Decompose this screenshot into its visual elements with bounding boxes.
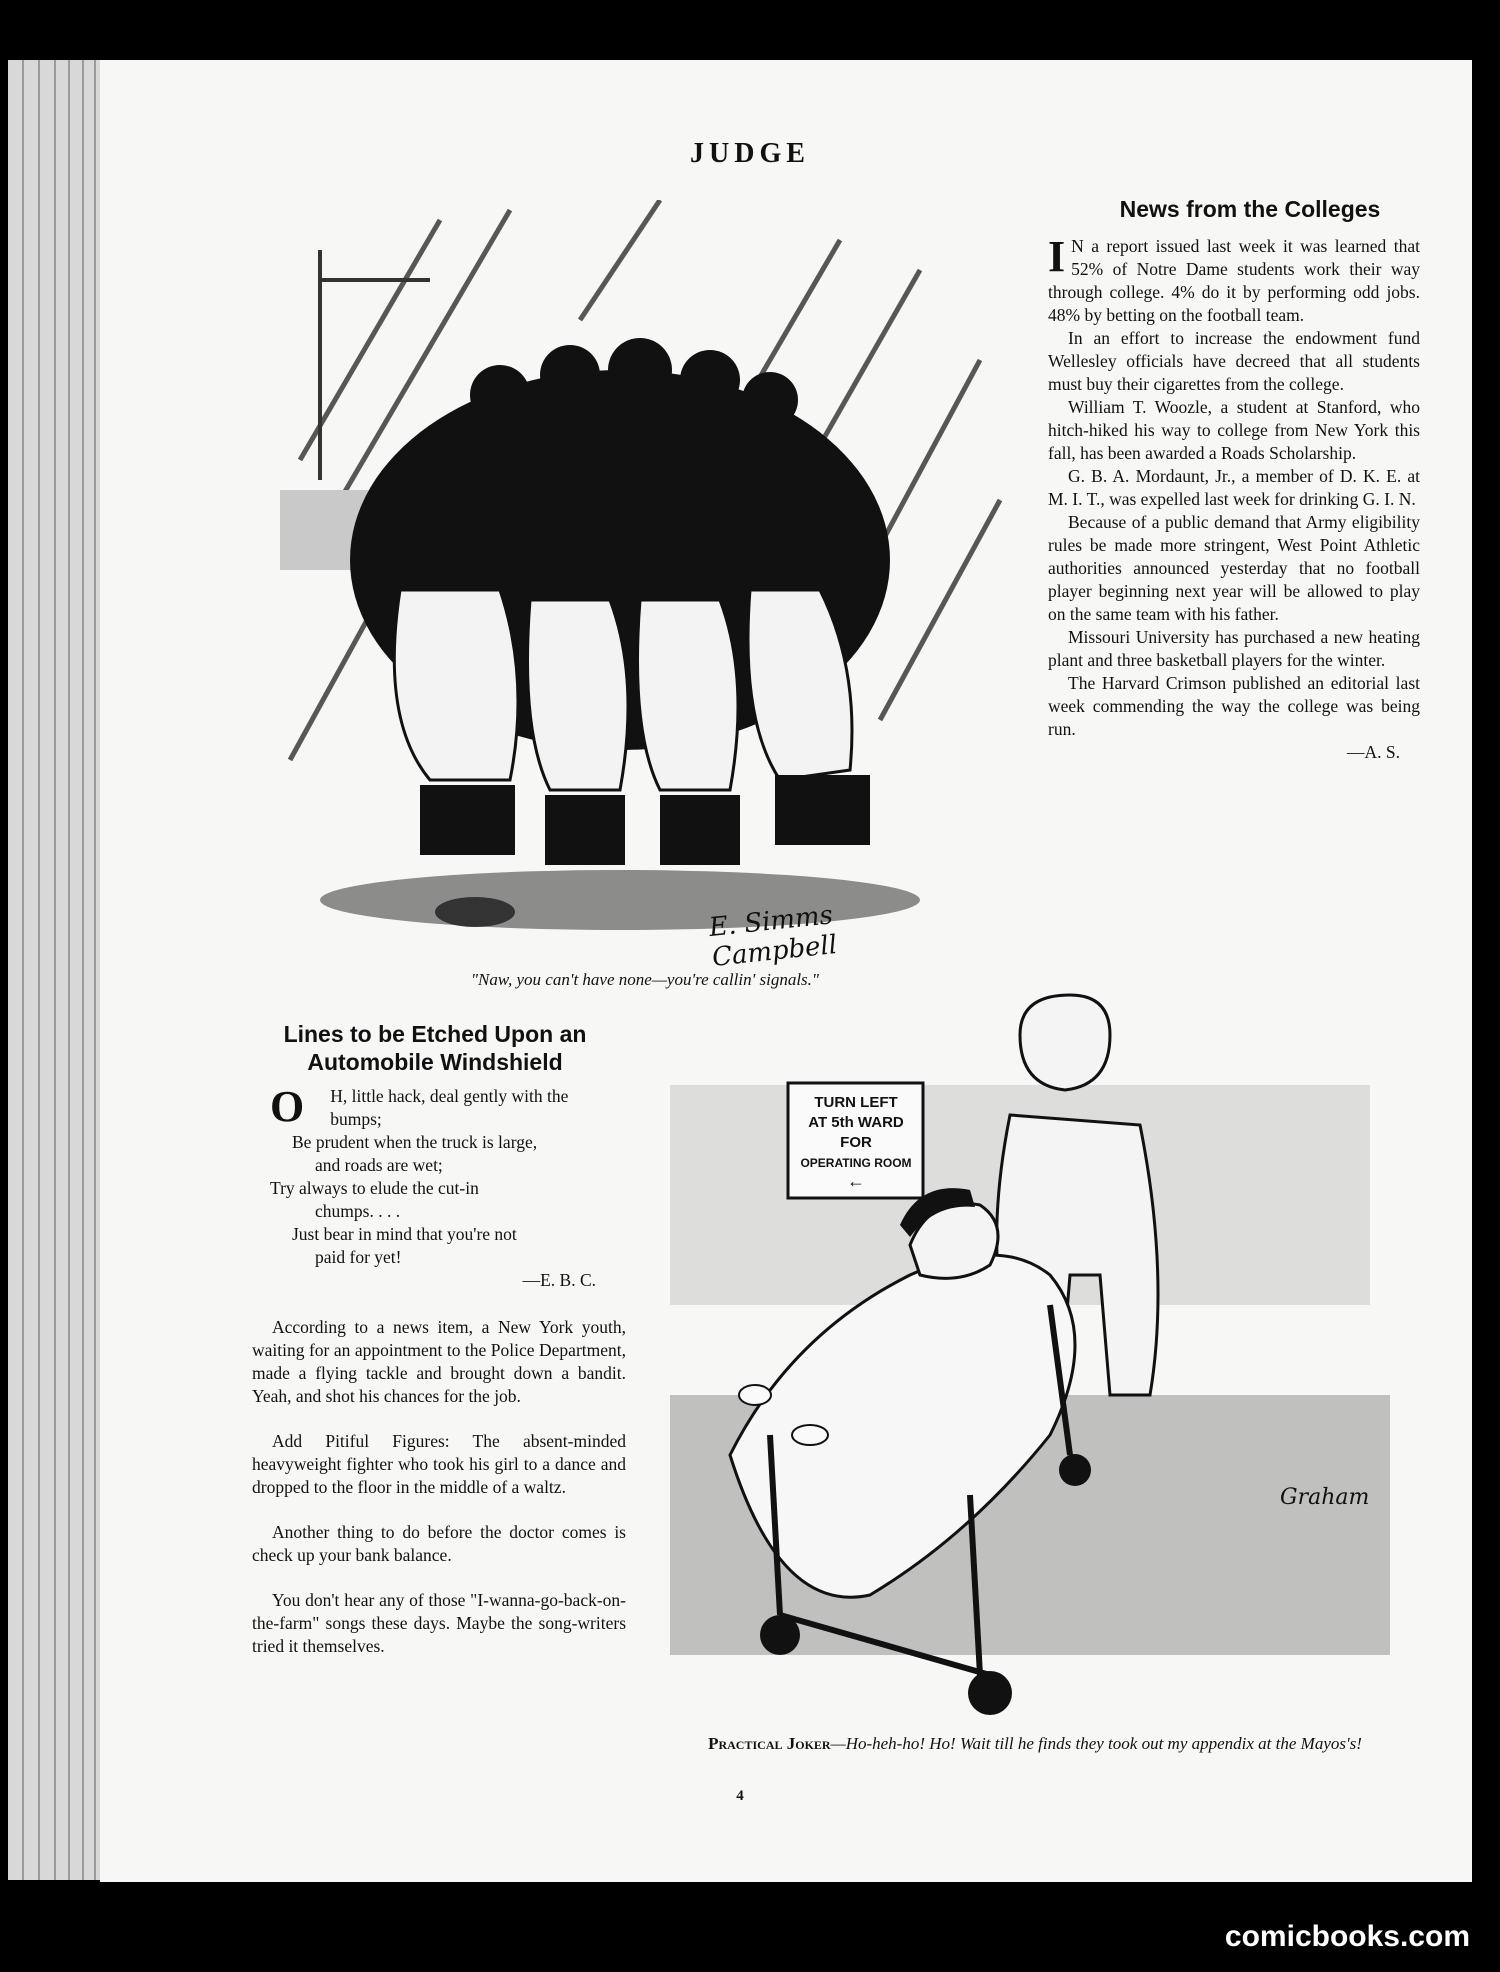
huddle-caption: "Naw, you can't have none—you're callin' signals.": [470, 970, 820, 989]
news-signature: —A. S.: [1347, 742, 1400, 762]
artist-signature-graham: Graham: [1280, 1485, 1370, 1510]
page-number: 4: [736, 1788, 744, 1804]
poem-title-line: Automobile Windshield: [307, 1049, 563, 1075]
drop-cap: I: [1048, 232, 1066, 281]
poem-line: Be prudent when the truck is large,: [292, 1132, 538, 1152]
drop-cap: O: [270, 1082, 305, 1131]
poem-line: and roads are wet;: [315, 1155, 443, 1175]
gurney-caption: [690, 1732, 1380, 1755]
hospital-gurney-illustration: [670, 975, 1390, 1730]
sign-line: FOR: [840, 1134, 872, 1151]
sign-line: TURN LEFT: [814, 1094, 898, 1111]
page-title: JUDGE: [690, 138, 810, 169]
sign-line: AT 5th WARD: [808, 1114, 904, 1131]
poem-line: O H, little hack, deal gently with the: [250, 1085, 626, 1108]
short-item: You don't hear any of those "I-wanna-go-back-on-the-farm" songs these days. Maybe the song-writers tried it themselves.: [252, 1590, 626, 1656]
news-paragraph: Missouri University has purchased a new heating plant and three basketball players for the winter.: [1048, 627, 1420, 670]
news-paragraph: Because of a public demand that Army eligibility rules be made more stringent, West Point Athletic authorities announced yesterday that no football player beginning next year will be allowed to play on the same team with his father.: [1048, 512, 1420, 624]
short-item: Add Pitiful Figures: The absent-minded heavyweight fighter who took his girl to a dance and dropped to the floor in the middle of a waltz.: [252, 1431, 626, 1497]
caption-text: —Ho-heh-ho! Ho! Wait till he finds they took out my appendix at the Mayos's!: [830, 1734, 1362, 1753]
news-paragraph: William T. Woozle, a student at Stanford, who hitch-hiked his way to college from New York this fall, has been awarded a Roads Scholarship.: [1048, 397, 1420, 463]
news-paragraph: The Harvard Crimson published an editorial last week commending the way the college was being run.: [1048, 673, 1420, 739]
huddle-cartoon: [280, 200, 1010, 973]
poem-body: [250, 1082, 626, 1292]
poem-line: Try always to elude the cut-in: [270, 1178, 479, 1198]
poem-title-line: Lines to be Etched Upon an: [283, 1021, 587, 1047]
arrow-left-icon: ←: [847, 1171, 865, 1191]
caption-label: Practical Joker: [708, 1734, 831, 1753]
poem-line: Just bear in mind that you're not: [292, 1224, 517, 1244]
poem-signature: —E. B. C.: [522, 1270, 596, 1290]
items-column: [252, 1316, 626, 1658]
news-paragraph: I N a report issued last week it was learned that 52% of Notre Dame students work their way through college. 4% do it by performing odd jobs. 48% by betting on the football team.: [1048, 232, 1420, 325]
site-watermark: comicbooks.com: [1224, 1920, 1470, 1953]
poem-line: bumps;: [330, 1109, 382, 1129]
news-title: News from the Colleges: [1119, 196, 1381, 222]
poem-line: paid for yet!: [315, 1247, 402, 1267]
football-huddle-illustration: [280, 200, 1010, 960]
news-paragraph: G. B. A. Mordaunt, Jr., a member of D. K. E. at M. I. T., was expelled last week for drinking G. I. N.: [1048, 466, 1420, 509]
news-paragraph: In an effort to increase the endowment fund Wellesley officials have decreed that all students must buy their cigarettes from the college.: [1048, 328, 1420, 394]
short-item: According to a news item, a New York youth, waiting for an appointment to the Police Department, made a flying tackle and brought down a bandit. Yeah, and shot his chances for the job.: [252, 1317, 626, 1406]
short-item: Another thing to do before the doctor comes is check up your bank balance.: [252, 1522, 626, 1565]
news-column: [1048, 232, 1420, 764]
gurney-cartoon: [670, 975, 1390, 1730]
sign-line: OPERATING ROOM: [800, 1156, 912, 1170]
poem-line: chumps. . . .: [315, 1201, 401, 1221]
artist-signature-campbell: E. Simms Campbell: [707, 900, 839, 973]
hospital-sign: [794, 1093, 918, 1189]
poem-title: [240, 1020, 630, 1076]
